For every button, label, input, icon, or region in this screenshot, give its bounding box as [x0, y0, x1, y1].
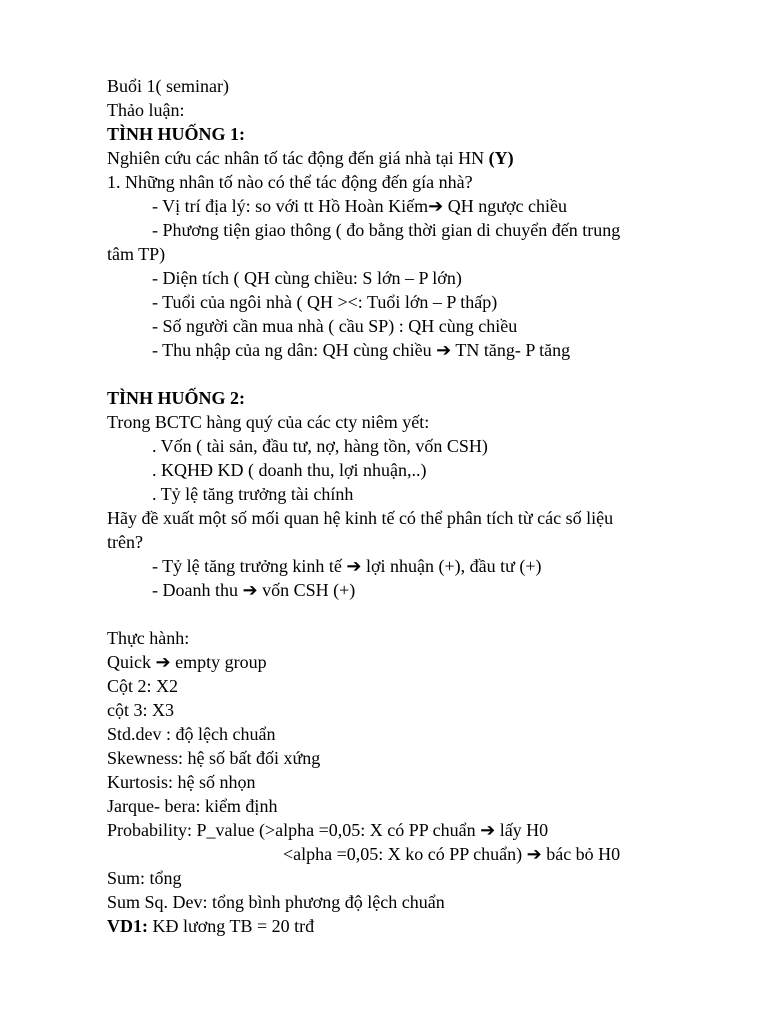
arrow-icon: ➔	[346, 556, 362, 576]
answer-right: vốn CSH (+)	[257, 580, 356, 600]
practice-probability-line1	[107, 818, 707, 842]
session-title: Buổi 1( seminar)	[107, 76, 229, 96]
arrow-icon: ➔	[428, 196, 444, 216]
example-text: KĐ lương TB = 20 trđ	[148, 916, 315, 936]
quick-right: empty group	[170, 652, 267, 672]
prob-right: lấy H0	[495, 820, 549, 840]
arrow-icon: ➔	[242, 580, 258, 600]
case1-heading-text: TÌNH HUỐNG 1:	[107, 124, 246, 144]
case1-factor-transport: - Phương tiện giao thông ( đo bằng thời gian di chuyển đến trung	[152, 220, 621, 240]
case1-factor-location	[107, 194, 707, 218]
arrow-icon: ➔	[436, 340, 452, 360]
practice-heading: Thực hành:	[107, 628, 190, 648]
practice-quick	[107, 650, 707, 674]
practice-jarque-bera: Jarque- bera: kiểm định	[107, 796, 278, 816]
case2-question-line2: trên?	[107, 532, 143, 552]
case1-heading	[107, 122, 707, 146]
case2-item-business-results: . KQHĐ KD ( doanh thu, lợi nhuận,..)	[152, 460, 427, 480]
factor-text: - Thu nhập của ng dân: QH cùng chiều	[152, 340, 437, 360]
arrow-icon: ➔	[526, 844, 542, 864]
factor-text: - Vị trí địa lý: so với tt Hồ Hoàn Kiếm	[152, 196, 429, 216]
case2-item-capital: . Vốn ( tài sản, đầu tư, nợ, hàng tồn, vốn CSH)	[152, 436, 488, 456]
practice-col3: cột 3: X3	[107, 700, 174, 720]
case2-question-line1: Hãy đề xuất một số mối quan hệ kinh tế có thể phân tích từ các số liệu	[107, 508, 614, 528]
case2-intro: Trong BCTC hàng quý của các cty niêm yết:	[107, 412, 430, 432]
practice-col2: Cột 2: X2	[107, 676, 179, 696]
spacer	[107, 362, 707, 386]
case1-question: 1. Những nhân tố nào có thể tác động đến gía nhà?	[107, 172, 473, 192]
practice-skewness: Skewness: hệ số bất đối xứng	[107, 748, 321, 768]
document-body	[107, 74, 707, 938]
case2-answer-revenue	[107, 578, 707, 602]
spacer	[107, 602, 707, 626]
case1-factor-buyers: - Số người cần mua nhà ( cầu SP) : QH cùng chiều	[152, 316, 518, 336]
arrow-icon: ➔	[155, 652, 171, 672]
prob-left: Probability: P_value (>alpha =0,05: X có PP chuẩn	[107, 820, 481, 840]
answer-left: - Doanh thu	[152, 580, 243, 600]
case1-topic-var: (Y)	[488, 148, 514, 168]
practice-sum: Sum: tổng	[107, 868, 182, 888]
case1-topic-text: Nghiên cứu các nhân tố tác động đến giá nhà tại HN	[107, 148, 489, 168]
answer-left: - Tỷ lệ tăng trưởng kinh tế	[152, 556, 347, 576]
factor-suffix: TN tăng- P tăng	[451, 340, 571, 360]
practice-sumsq: Sum Sq. Dev: tổng bình phương độ lệch chuẩn	[107, 892, 445, 912]
example-label: VD1:	[107, 916, 148, 936]
case1-factor-age: - Tuổi của ngôi nhà ( QH ><: Tuổi lớn – P thấp)	[152, 292, 498, 312]
answer-right: lợi nhuận (+), đầu tư (+)	[361, 556, 542, 576]
factor-suffix: QH ngược chiều	[443, 196, 568, 216]
case1-factor-area: - Diện tích ( QH cùng chiều: S lớn – P lớn)	[152, 268, 462, 288]
case1-factor-income	[107, 338, 707, 362]
prob-right: bác bỏ H0	[541, 844, 621, 864]
practice-probability-line2	[107, 842, 707, 866]
practice-example1	[107, 914, 707, 938]
case2-heading	[107, 386, 707, 410]
practice-kurtosis: Kurtosis: hệ số nhọn	[107, 772, 256, 792]
case2-item-growth-rate: . Tỷ lệ tăng trưởng tài chính	[152, 484, 354, 504]
case2-answer-growth	[107, 554, 707, 578]
case1-topic	[107, 146, 707, 170]
prob-left: <alpha =0,05: X ko có PP chuẩn)	[283, 844, 527, 864]
practice-stddev: Std.dev : độ lệch chuẩn	[107, 724, 276, 744]
arrow-icon: ➔	[480, 820, 496, 840]
case1-factor-transport-cont: tâm TP)	[107, 244, 166, 264]
discussion-label: Thảo luận:	[107, 100, 185, 120]
case2-heading-text: TÌNH HUỐNG 2:	[107, 388, 246, 408]
quick-left: Quick	[107, 652, 156, 672]
